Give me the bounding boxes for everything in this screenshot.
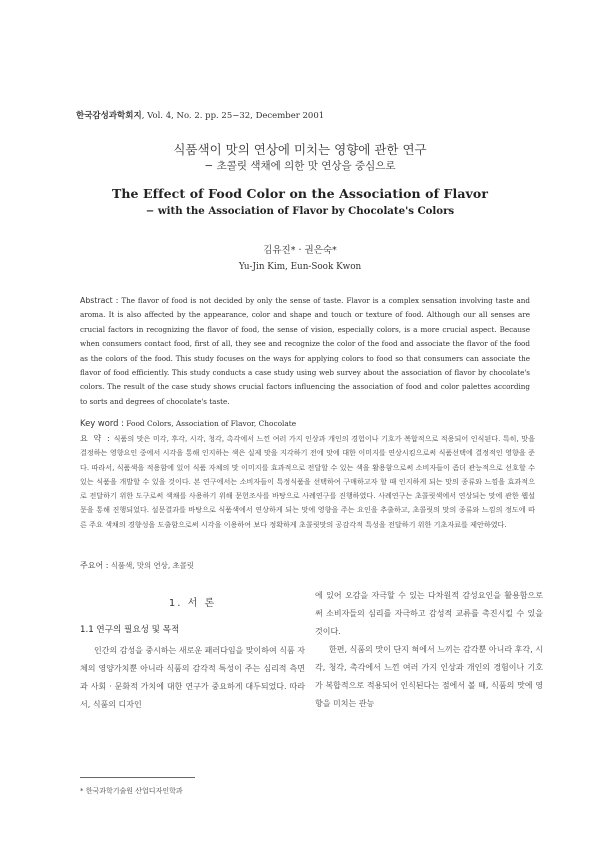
keyword-label: Key word : bbox=[80, 418, 124, 428]
authors-korean: 김유진* · 권은숙* bbox=[263, 245, 337, 256]
body-paragraph: 에 있어 오감을 자극할 수 있는 다차원적 감성요인을 활용함으로써 소비자들의 심리를 자극하고 감성적 교류를 촉진시킬 수 있을 것이다. bbox=[315, 591, 543, 636]
abstract-text: The flavor of food is not decided by only the sense of taste. Flavor is a complex sensation involving taste and aroma. It is also affected by the appearance, color and shape and touch or texture of food. Although our all senses are crucial factors in recognizing the flavor of food, the sense of vision, especially colors, is a more crucial aspect. Because when consumers contact food, first of all, they see and recognize the color of the food and associate the flavor of the food as the colors of the food. This study focuses on the ways for applying colors to food so that consumers can associate the flavor of food efficiently. This study conducts a case study using web survey about the association of flavor by chocolate's colors. The result of the case study shows crucial factors influencing the association of food and color palettes according to sorts and degrees of chocolate's taste. bbox=[80, 296, 530, 406]
body-right-column bbox=[315, 587, 543, 713]
journal-volume-info: , Vol. 4, No. 2. pp. 25−32, December 2001 bbox=[141, 111, 325, 121]
keywords bbox=[80, 418, 540, 428]
subsection-title: 1.1 연구의 필요성 및 목적 bbox=[80, 625, 180, 635]
abstract bbox=[80, 294, 530, 409]
body-left-column bbox=[80, 595, 305, 714]
main-words-text: 식품색, 맛의 연상, 초콜릿 bbox=[110, 561, 194, 570]
journal-citation bbox=[76, 109, 324, 121]
korean-subtitle: − 초콜릿 색채에 의한 맛 연상을 중심으로 bbox=[204, 160, 396, 172]
footnote: * 한국과학기술원 산업디자인학과 bbox=[80, 787, 183, 795]
korean-summary bbox=[80, 432, 535, 532]
korean-title: 식품색이 맛의 연상에 미치는 영향에 관한 연구 bbox=[173, 142, 427, 157]
english-subtitle: − with the Association of Flavor by Chocolate's Colors bbox=[145, 205, 455, 217]
summary-label: 요 약 : bbox=[80, 434, 112, 443]
abstract-label: Abstract : bbox=[80, 296, 119, 305]
summary-text: 식품의 맛은 미각, 후각, 시각, 청각, 촉각에서 느낀 여러 가지 인상과 개인의 경험이나 기호가 복합적으로 적용되어 인식된다. 특히, 맛을 결정하는 영향요인 중에서 시각을 통해 인지하는 색은 실제 맛을 지각하기 전에 맛에 대한 이미지를 연상시킴으로써 식품선택에 결정적인 영향을 준다. 따라서, 식품색을 적용함에 있어 식품 자체의 맛 이미지를 효과적으로 전달할 수 있는 색을 활용함으로써 소비자들이 좀더 관능적으로 선호할 수 있는 식품을 개발할 수 있을 것이다. 본 연구에서는 소비자들이 특정식품을 선택하여 구매하고자 할 때 인지하게 되는 맛의 종류와 느낌을 효과적으로 전달하기 위한 도구로써 색채를 사용하기 위해 문헌조사를 바탕으로 사례연구를 진행하였다. 사례연구는 초콜릿색에서 연상되는 맛에 관한 웹설문을 통해 진행되었다. 설문결과를 바탕으로 식품색에서 연상하게 되는 맛에 영향을 주는 요인을 추출하고, 초콜릿의 맛의 종류와 느낌의 정도에 따른 주요 색채의 경향성을 도출함으로써 시각을 이용하여 보다 정확하게 초콜릿맛의 공감각적 특성을 전달하기 위한 기초자료를 제안하였다. bbox=[80, 434, 535, 529]
journal-name: 한국감성과학회지 bbox=[76, 111, 142, 121]
body-paragraph: 한편, 식품의 맛이 단지 혀에서 느끼는 감각뿐 아니라 후각, 시각, 청각, 촉각에서 느낀 여러 가지 인상과 개인의 경험이나 기호가 복합적으로 적용되어 인식된다는 점에서 볼 때, 식품의 맛에 영향을 미치는 관능 bbox=[315, 645, 543, 708]
main-words-label: 주요어 : bbox=[80, 561, 109, 570]
main-words bbox=[80, 560, 194, 571]
keyword-text: Food Colors, Association of Flavor, Chocolate bbox=[126, 419, 297, 428]
body-paragraph: 인간의 감성을 중시하는 새로운 패러다임을 맞이하여 식품 자체의 영양가치뿐 아니라 식품의 감각적 특성이 주는 심리적 측면과 사회 · 문화적 가치에 대한 연구가 중요하게 대두되었다. 따라서, 식품의 디자인 bbox=[80, 646, 305, 709]
footnote-divider bbox=[80, 777, 195, 778]
authors-english: Yu-Jin Kim, Eun-Sook Kwon bbox=[238, 262, 362, 272]
section-title: 1. 서 론 bbox=[168, 598, 217, 609]
english-title: The Effect of Food Color on the Association of Flavor bbox=[111, 186, 489, 201]
